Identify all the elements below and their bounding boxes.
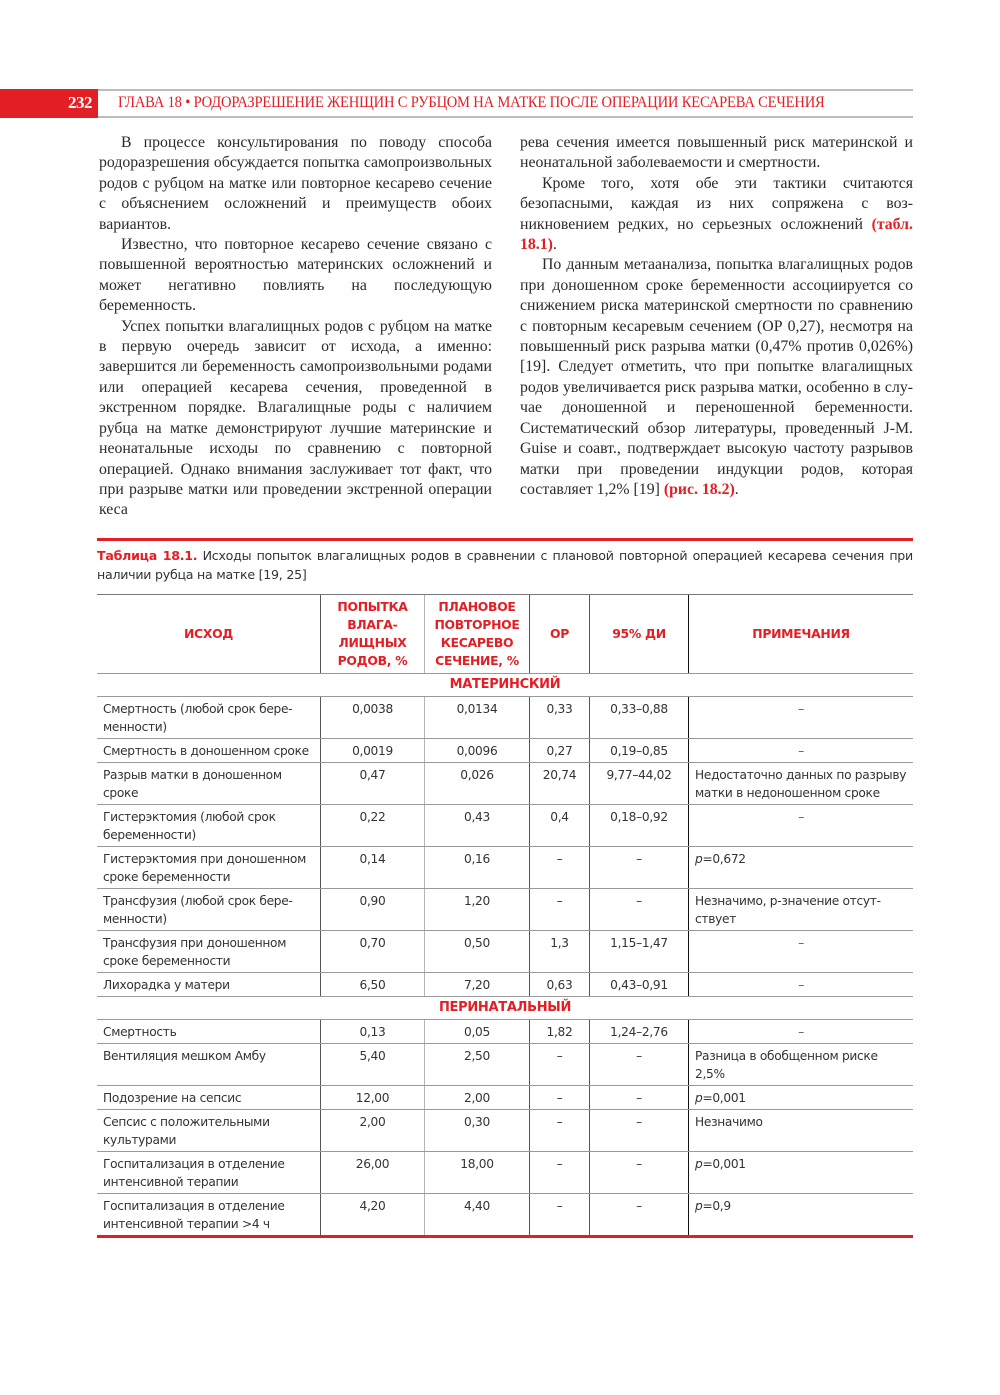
cell-note (689, 847, 914, 889)
cell-ci: – (590, 1044, 689, 1086)
table-reference-link[interactable]: (табл. 18.1) (520, 215, 913, 254)
cell-outcome: Смертность (97, 1020, 321, 1044)
cell-ci: 0,33–0,88 (590, 697, 689, 739)
cell-outcome: Трансфузия при доношенном сроке беременности (97, 931, 321, 973)
cell-tolac: 0,90 (321, 889, 425, 931)
cell-outcome: Сепсис с положительными культурами (97, 1110, 321, 1152)
cell-tolac: 26,00 (321, 1152, 425, 1194)
cell-note (689, 1194, 914, 1237)
cell-erc: 0,30 (425, 1110, 530, 1152)
body-column-left (99, 133, 492, 521)
cell-erc: 0,0134 (425, 697, 530, 739)
table-body (97, 674, 913, 1237)
cell-note (689, 1152, 914, 1194)
cell-note: Разница в обобщенном риске 2,5% (689, 1044, 914, 1086)
paragraph (520, 255, 913, 500)
paragraph-text: По данным метаанализа, попытка влагалищных родов при доношенном сроке беременности ассоциируется со снижением риска материнской смертности по сравнению с повторным кесаревым сечением (ОР 0,27), несмотря на повышенный риск разрыва матки (0,47% против 0,026%) [19]. Следует отметить, что при попытке влагалищных родов увеличивается риск разрыва матки, особенно в случае доношенной и переношенной беременности. Систематический обзор литературы, проведенный J-M. Guise и соавт., подтверждает высокую частоту разрывов матки при проведении индукции родов, которая составляет 1,2% [19] (520, 256, 913, 498)
cell-note: – (689, 697, 914, 739)
page-number: 232 (68, 93, 92, 112)
header-outcome: ИСХОД (97, 595, 321, 674)
cell-tolac: 6,50 (321, 973, 425, 997)
header-ci: 95% ДИ (590, 595, 689, 674)
cell-rr: – (530, 889, 590, 931)
paragraph: Успех попытки влагалищных родов с рубцом на матке в первую очередь зависит от исхода, а именно: завершится ли беременность самопроизвольными родами или операцией кесарева сечения, проведенной в экстренном порядке. Влагалищные роды с наличием рубца на матке демонстрируют лучшие материнские и неонатальные исходы по сравнению с повторной операцией. Однако внимания заслуживает тот факт, что при разрыве матки или проведении экстренной операции кеса (99, 317, 492, 519)
cell-erc: 0,43 (425, 805, 530, 847)
note-text: =0,001 (702, 1157, 746, 1171)
table-row (97, 1194, 913, 1237)
cell-tolac: 4,20 (321, 1194, 425, 1237)
header-rule-top (98, 89, 913, 91)
header-erc: ПЛАНОВОЕ ПОВТОРНОЕ КЕСАРЕВО СЕЧЕНИЕ, % (425, 595, 530, 674)
page-number-block (0, 89, 98, 118)
paragraph: Известно, что повторное кесарево сечение связано с повышенной вероятностью материнских осложнений и может негативно повлиять на последующую беременность. (99, 236, 492, 315)
table-row (97, 739, 913, 763)
cell-tolac: 0,47 (321, 763, 425, 805)
table-row (97, 1086, 913, 1110)
cell-note: Незначимо, p-значение отсутствует (689, 889, 914, 931)
paragraph (520, 174, 913, 256)
table-caption-text: Исходы попыток влагалищных родов в сравнении с плановой повторной операцией кесарева сечения при наличии рубца на матке [19, 25] (97, 548, 913, 582)
cell-rr: – (530, 1152, 590, 1194)
cell-outcome: Госпитализация в отделение интенсивной терапии (97, 1152, 321, 1194)
cell-rr: – (530, 1086, 590, 1110)
cell-outcome: Гистерэктомия при доношенном сроке беременности (97, 847, 321, 889)
cell-ci: – (590, 847, 689, 889)
table-caption-label: Таблица 18.1. (97, 548, 198, 563)
cell-rr: 0,33 (530, 697, 590, 739)
table-row (97, 931, 913, 973)
paragraph-text: Кроме того, хотя обе эти тактики считаются безопасными, каждая из них сопряжена с возникновением редких, но серьезных осложнений (520, 174, 913, 233)
cell-outcome: Смертность в доношенном сроке (97, 739, 321, 763)
table-row (97, 1044, 913, 1086)
table-row (97, 973, 913, 997)
header-rule-bottom (98, 116, 913, 118)
cell-note: – (689, 973, 914, 997)
cell-outcome: Гистерэктомия (любой срок беременности) (97, 805, 321, 847)
cell-note (689, 1086, 914, 1110)
cell-ci: 0,18–0,92 (590, 805, 689, 847)
table-row (97, 805, 913, 847)
p-symbol: p (695, 1199, 703, 1213)
cell-erc: 18,00 (425, 1152, 530, 1194)
cell-erc: 2,00 (425, 1086, 530, 1110)
cell-erc: 0,16 (425, 847, 530, 889)
cell-erc: 7,20 (425, 973, 530, 997)
header-rr: ОР (530, 595, 590, 674)
cell-tolac: 2,00 (321, 1110, 425, 1152)
cell-ci: 1,15–1,47 (590, 931, 689, 973)
cell-ci: 0,19–0,85 (590, 739, 689, 763)
cell-tolac: 0,0019 (321, 739, 425, 763)
cell-ci: 1,24–2,76 (590, 1020, 689, 1044)
note-text: =0,672 (702, 852, 746, 866)
header-tolac: ПОПЫТКА ВЛАГАЛИЩНЫХ РОДОВ, % (321, 595, 425, 674)
cell-ci: – (590, 1086, 689, 1110)
paragraph: В процессе консультирования по поводу способа родоразрешения обсуждается попытка самопроизвольных родов с рубцом на матке или повторное кесарево сечение с объяснением осложнений и преимуществ обоих вариантов. (99, 134, 492, 233)
cell-note: – (689, 1020, 914, 1044)
punctuation: . (734, 480, 739, 498)
cell-ci: – (590, 1152, 689, 1194)
cell-rr: 0,4 (530, 805, 590, 847)
cell-rr: – (530, 1110, 590, 1152)
cell-outcome: Госпитализация в отделение интенсивной терапии >4 ч (97, 1194, 321, 1237)
chapter-title: ГЛАВА 18 • РОДОРАЗРЕШЕНИЕ ЖЕНЩИН С РУБЦОМ НА МАТКЕ ПОСЛЕ ОПЕРАЦИИ КЕСАРЕВА СЕЧЕНИЯ (118, 94, 825, 111)
cell-rr: – (530, 1194, 590, 1237)
cell-tolac: 5,40 (321, 1044, 425, 1086)
p-symbol: p (695, 1157, 703, 1171)
cell-tolac: 0,70 (321, 931, 425, 973)
header-notes: ПРИМЕЧАНИЯ (689, 595, 914, 674)
table-row (97, 697, 913, 739)
cell-rr: 1,82 (530, 1020, 590, 1044)
body-column-right (520, 133, 913, 500)
running-header (0, 89, 913, 118)
cell-erc: 0,50 (425, 931, 530, 973)
cell-outcome: Трансфузия (любой срок беременности) (97, 889, 321, 931)
cell-erc: 2,50 (425, 1044, 530, 1086)
cell-note: – (689, 739, 914, 763)
cell-erc: 0,026 (425, 763, 530, 805)
cell-tolac: 0,22 (321, 805, 425, 847)
note-text: =0,001 (702, 1091, 746, 1105)
punctuation: . (552, 236, 557, 254)
table-row (97, 1152, 913, 1194)
cell-note: Недостаточно данных по разрыву матки в недоношенном сроке (689, 763, 914, 805)
table-caption (97, 547, 913, 584)
cell-tolac: 12,00 (321, 1086, 425, 1110)
table-section-row (97, 674, 913, 697)
note-text: =0,9 (702, 1199, 731, 1213)
cell-rr: 0,63 (530, 973, 590, 997)
cell-outcome: Смертность (любой срок беременности) (97, 697, 321, 739)
figure-reference-link[interactable]: (рис. 18.2) (663, 480, 735, 498)
cell-ci: 0,43–0,91 (590, 973, 689, 997)
cell-erc: 1,20 (425, 889, 530, 931)
cell-ci: – (590, 889, 689, 931)
cell-tolac: 0,14 (321, 847, 425, 889)
cell-erc: 0,05 (425, 1020, 530, 1044)
p-symbol: p (695, 852, 703, 866)
cell-note: – (689, 805, 914, 847)
cell-ci: 9,77–44,02 (590, 763, 689, 805)
cell-tolac: 0,13 (321, 1020, 425, 1044)
cell-note: – (689, 931, 914, 973)
cell-erc: 4,40 (425, 1194, 530, 1237)
cell-outcome: Лихорадка у матери (97, 973, 321, 997)
table-row (97, 1110, 913, 1152)
cell-ci: – (590, 1194, 689, 1237)
paragraph: рева сечения имеется повышенный риск материнской и неонатальной заболеваемости и смертности. (520, 134, 913, 172)
table-row (97, 847, 913, 889)
table-row (97, 763, 913, 805)
cell-tolac: 0,0038 (321, 697, 425, 739)
cell-note: Незначимо (689, 1110, 914, 1152)
cell-rr: 1,3 (530, 931, 590, 973)
table-row (97, 889, 913, 931)
caption-rule (97, 538, 913, 541)
outcomes-table (97, 594, 913, 1238)
table-row (97, 1020, 913, 1044)
cell-erc: 0,0096 (425, 739, 530, 763)
cell-outcome: Подозрение на сепсис (97, 1086, 321, 1110)
cell-ci: – (590, 1110, 689, 1152)
cell-rr: – (530, 1044, 590, 1086)
p-symbol: p (695, 1091, 703, 1105)
cell-rr: – (530, 847, 590, 889)
cell-rr: 0,27 (530, 739, 590, 763)
section-title: МАТЕРИНСКИЙ (97, 674, 913, 697)
cell-rr: 20,74 (530, 763, 590, 805)
table-section-row (97, 997, 913, 1020)
cell-outcome: Вентиляция мешком Амбу (97, 1044, 321, 1086)
section-title: ПЕРИНАТАЛЬНЫЙ (97, 997, 913, 1020)
table-header-row (97, 595, 913, 674)
cell-outcome: Разрыв матки в доношенном сроке (97, 763, 321, 805)
